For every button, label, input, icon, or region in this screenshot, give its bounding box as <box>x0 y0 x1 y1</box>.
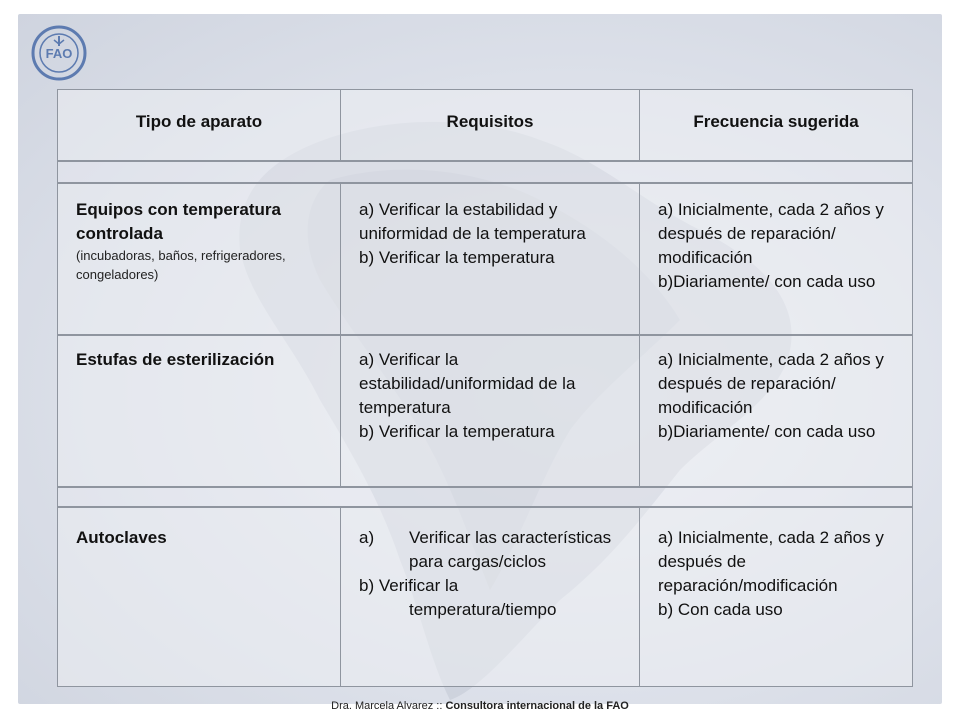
requirement-a: a) Verificar la estabilidad/uniformidad de la temperatura <box>359 350 576 417</box>
table-row <box>57 183 913 335</box>
frequency-b: b)Diariamente/ con cada uso <box>658 422 876 441</box>
equipment-name: Equipos con temperatura controlada <box>76 200 281 243</box>
header-label: Requisitos <box>446 112 534 131</box>
table-row <box>57 335 913 487</box>
requirements-cell <box>341 336 640 486</box>
equipment-cell <box>58 508 341 686</box>
row-separator <box>57 161 913 183</box>
requirements-cell <box>341 508 640 686</box>
table-row <box>57 507 913 687</box>
frequency-cell <box>640 508 912 686</box>
requirements-cell <box>341 184 640 334</box>
frequency-a: a) Inicialmente, cada 2 años y después de reparación/ modificación <box>658 200 884 267</box>
equipment-name: Estufas de esterilización <box>76 350 275 369</box>
requirement-b: b) Verificar la temperatura <box>359 422 555 441</box>
frequency-b: b) Con cada uso <box>658 600 783 619</box>
footer-credit <box>0 700 960 712</box>
equipment-cell <box>58 336 341 486</box>
header-cell-requisitos <box>341 90 640 160</box>
fao-logo-icon <box>30 24 88 82</box>
requirement-a: Verificar las características para cargas/ciclos <box>409 528 612 571</box>
requirement-b-label: b) Verificar la <box>359 576 459 595</box>
frequency-a: a) Inicialmente, cada 2 años y después de reparación/ modificación <box>658 350 884 417</box>
header-label: Frecuencia sugerida <box>693 112 859 131</box>
requirement-a: a) Verificar la estabilidad y uniformidad de la temperatura <box>359 200 586 243</box>
requirement-b: b) Verificar la temperatura <box>359 248 555 267</box>
footer-role: Consultora internacional de la FAO <box>445 700 629 712</box>
requirement-a-label: a) <box>359 528 375 547</box>
footer-author: Dra. Marcela Alvarez :: <box>331 700 446 712</box>
frequency-b: b)Diariamente/ con cada uso <box>658 272 876 291</box>
equipment-note: (incubadoras, baños, refrigeradores, congeladores) <box>76 248 286 282</box>
row-separator <box>57 487 913 507</box>
svg-text:FAO: FAO <box>45 46 73 61</box>
header-cell-frecuencia <box>640 90 912 160</box>
header-cell-tipo <box>58 90 341 160</box>
frequency-cell <box>640 336 912 486</box>
table-header-row <box>57 89 913 161</box>
header-label: Tipo de aparato <box>135 112 263 131</box>
equipment-name: Autoclaves <box>76 528 167 547</box>
frequency-cell <box>640 184 912 334</box>
equipment-cell <box>58 184 341 334</box>
requirement-b: temperatura/tiempo <box>409 600 557 619</box>
calibration-table <box>57 89 913 687</box>
frequency-a: a) Inicialmente, cada 2 años y después de reparación/modificación <box>658 528 884 595</box>
